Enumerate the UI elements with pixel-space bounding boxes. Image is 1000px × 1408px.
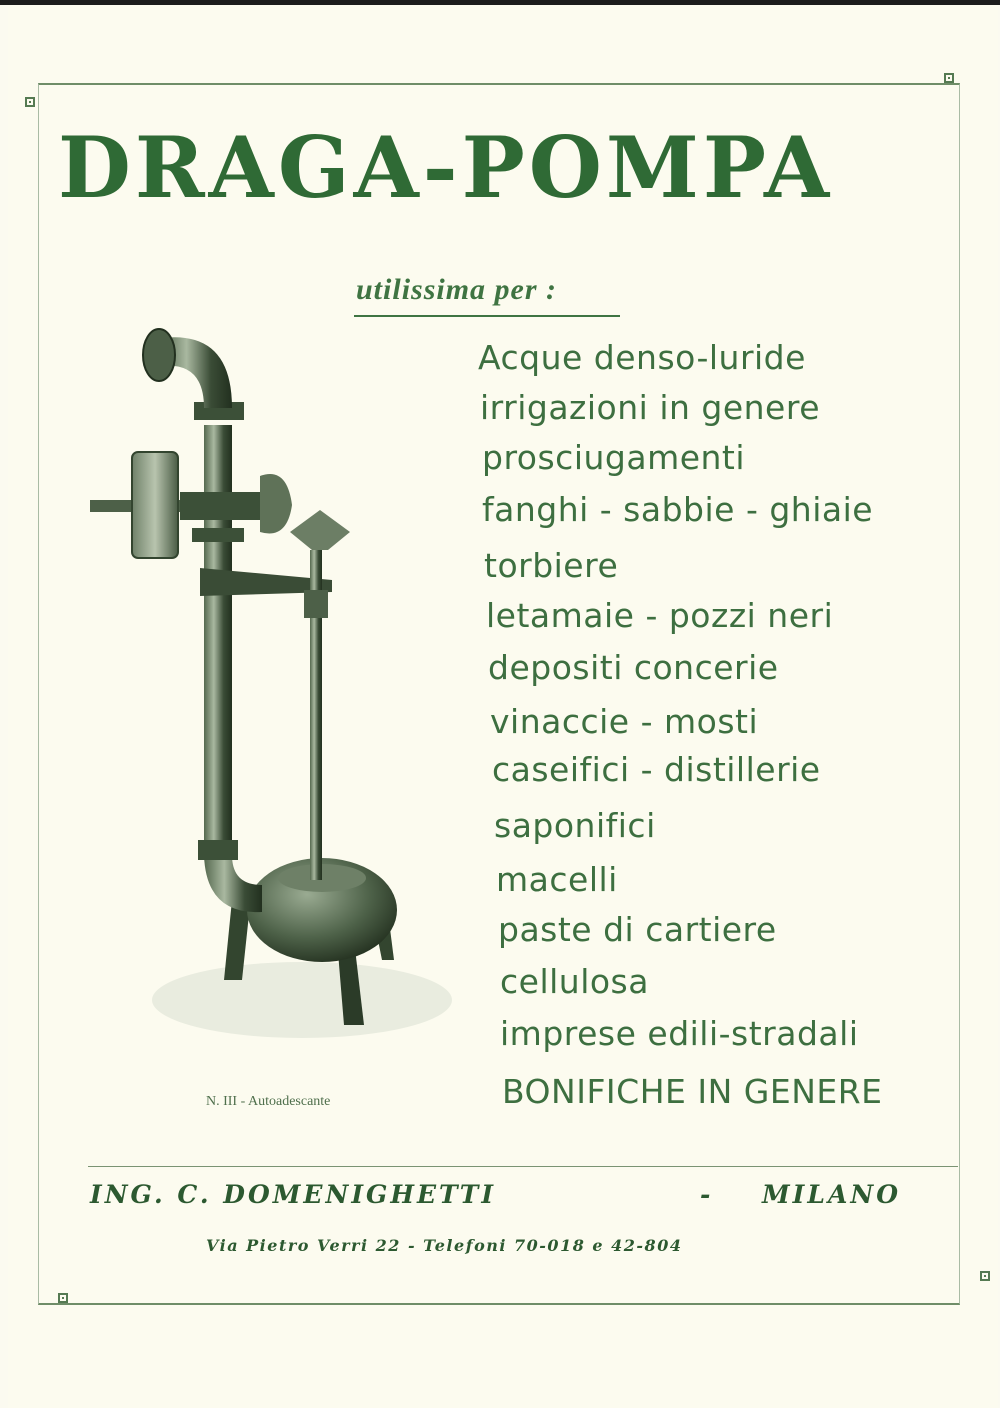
use-item: torbiere: [484, 546, 619, 585]
use-item: prosciugamenti: [482, 438, 746, 477]
ad-title: DRAGA-POMPA: [58, 118, 834, 217]
use-item: saponifici: [494, 806, 656, 845]
pump-illustration: [82, 300, 462, 1060]
use-item: cellulosa: [500, 962, 649, 1001]
pipe-flange: [192, 528, 244, 542]
use-item: caseifici - distillerie: [492, 750, 821, 789]
use-item: macelli: [496, 860, 618, 899]
corner-ornament-icon: [25, 97, 35, 107]
company-separator: -: [700, 1180, 714, 1209]
use-item: imprese edili-stradali: [500, 1014, 859, 1053]
pulley-wheel: [132, 452, 178, 558]
use-item: depositi concerie: [488, 648, 779, 687]
use-item: Acque denso-luride: [478, 338, 806, 377]
use-item: vinaccie - mosti: [490, 702, 759, 741]
use-item: BONIFICHE IN GENERE: [502, 1072, 883, 1111]
floor-shadow: [152, 962, 452, 1038]
outlet-mouth: [143, 329, 175, 381]
main-pipe: [204, 425, 232, 860]
bearing-block: [180, 492, 260, 520]
use-item: fanghi - sabbie - ghiaie: [482, 490, 874, 529]
pipe-flange: [198, 840, 238, 860]
company-city: MILANO: [762, 1180, 901, 1209]
valve-cap: [290, 510, 350, 550]
company-name: ING. C. DOMENIGHETTI: [90, 1180, 497, 1209]
corner-ornament-icon: [980, 1271, 990, 1281]
ad-subtitle: utilissima per :: [356, 273, 558, 306]
pump-head: [260, 474, 292, 534]
use-item: letamaie - pozzi neri: [486, 596, 834, 635]
illustration-caption: N. III - Autoadescante: [206, 1094, 331, 1109]
corner-ornament-icon: [58, 1293, 68, 1303]
footer-divider: [88, 1166, 958, 1167]
company-address: Via Pietro Verri 22 - Telefoni 70-018 e 42-804: [206, 1236, 683, 1255]
use-item: irrigazioni in genere: [480, 388, 821, 427]
use-item: paste di cartiere: [498, 910, 777, 949]
corner-ornament-icon: [944, 73, 954, 83]
rod-collar: [304, 590, 328, 618]
base-elbow: [204, 855, 262, 912]
